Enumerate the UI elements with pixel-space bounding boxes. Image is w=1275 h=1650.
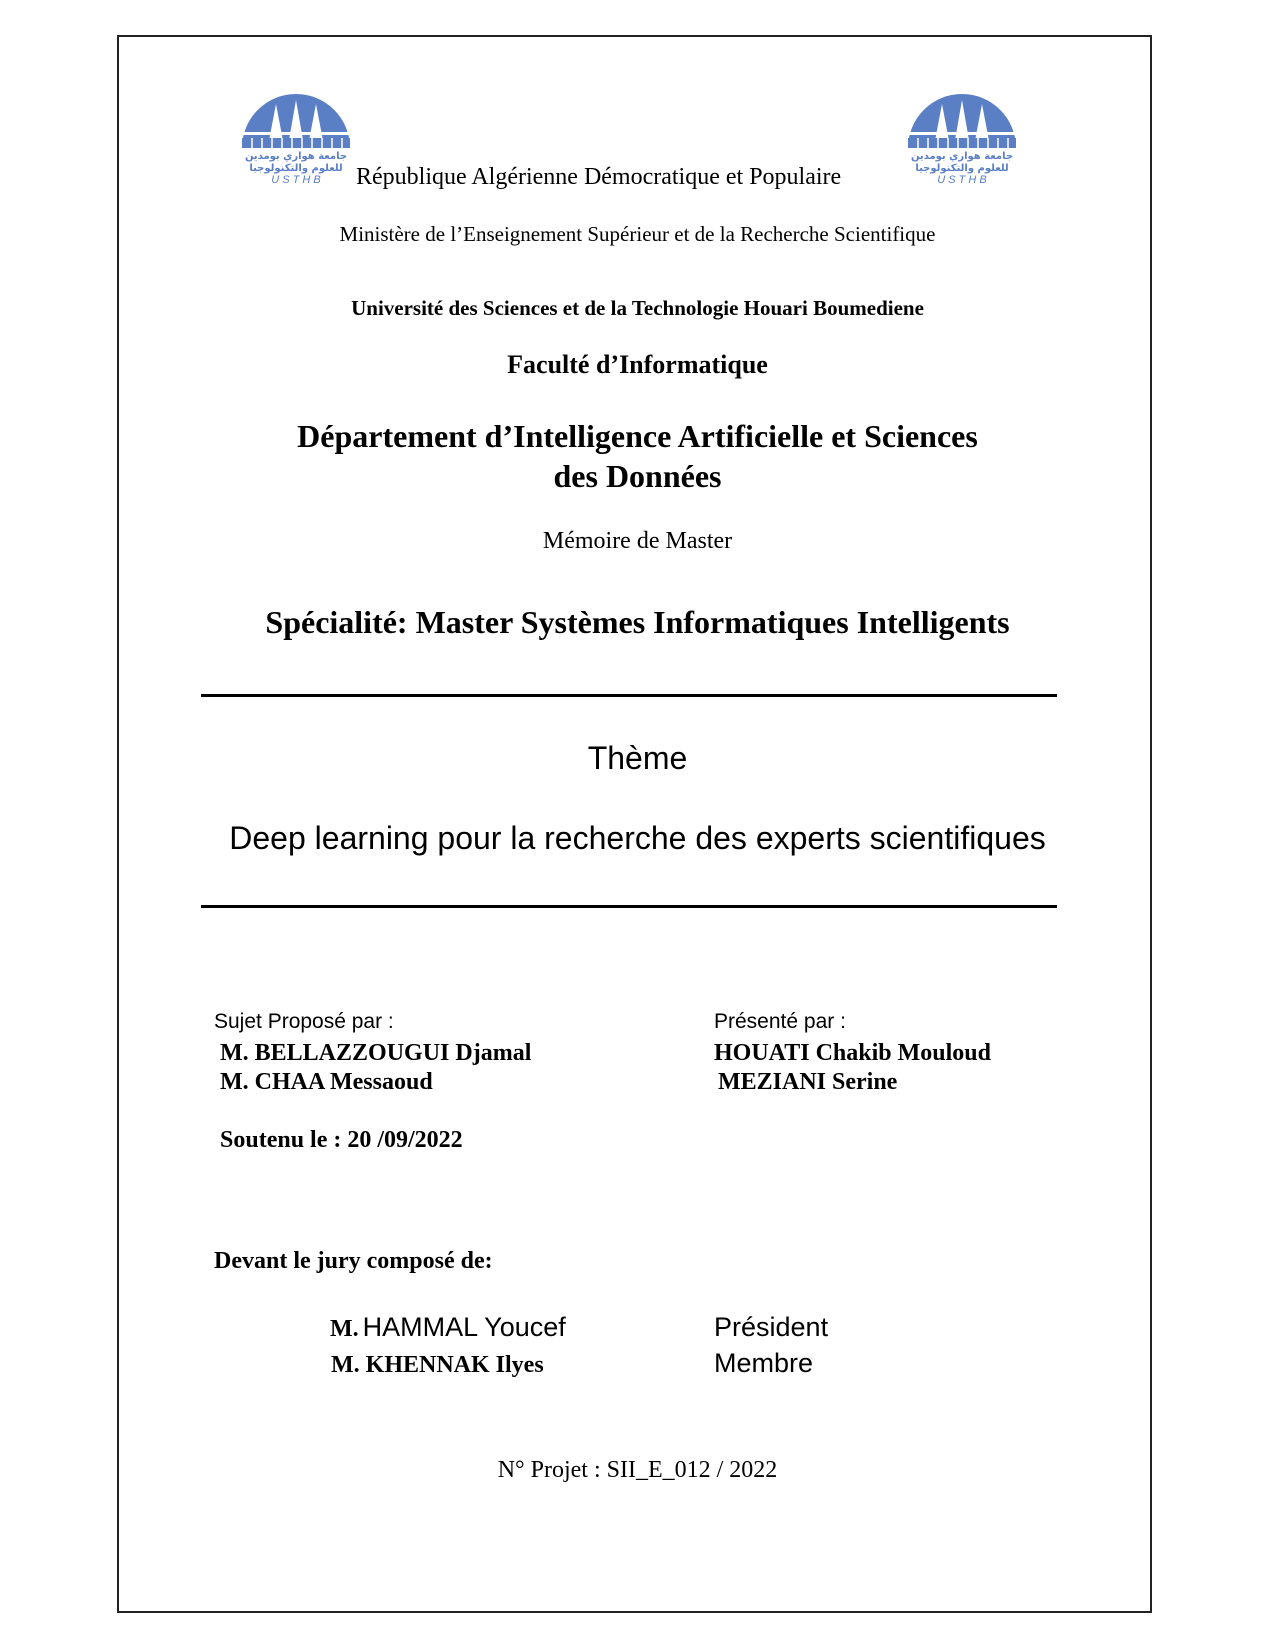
faculty-line: Faculté d’Informatique	[507, 350, 768, 379]
university-line: Université des Sciences et de la Technologie Houari Boumediene	[351, 296, 924, 320]
students-label: Présenté par :	[714, 1010, 846, 1033]
jury-member-role: Membre	[714, 1348, 814, 1378]
department-line-2: des Données	[553, 458, 722, 494]
ministry-line: Ministère de l’Enseignement Supérieur et de la Recherche Scientifique	[339, 222, 936, 246]
speciality-line: Spécialité: Master Systèmes Informatiques Intelligents	[265, 604, 1010, 640]
republic-line: République Algérienne Démocratique et Populaire	[356, 164, 842, 190]
usthb-logo-left	[238, 86, 354, 186]
logo-arabic-line1: جامعة هواري بومدين	[244, 151, 348, 162]
logo-arabic-line2: للعلوم والتكنولوجيا	[915, 163, 1009, 174]
jury-label: Devant le jury composé de:	[214, 1248, 493, 1274]
logo-acronym: U S T H B	[271, 174, 321, 186]
student-name: HOUATI Chakib Mouloud	[714, 1040, 991, 1066]
student-name: MEZIANI Serine	[718, 1069, 898, 1095]
divider-top	[201, 694, 1057, 697]
defense-date: Soutenu le : 20 /09/2022	[220, 1127, 463, 1153]
jury-member-role: Président	[714, 1312, 829, 1342]
theme-label: Thème	[587, 740, 688, 776]
project-number: N° Projet : SII_E_012 / 2022	[497, 1457, 778, 1483]
divider-bottom	[201, 905, 1057, 908]
supervisor-name: M. BELLAZZOUGUI Djamal	[220, 1040, 532, 1066]
jury-member	[330, 1312, 566, 1343]
usthb-logo-right	[904, 86, 1020, 186]
theme-title: Deep learning pour la recherche des experts scientifiques	[229, 820, 1046, 856]
logo-arabic-line1: جامعة هواري بومدين	[910, 151, 1014, 162]
supervisors-label: Sujet Proposé par :	[214, 1010, 394, 1033]
memoir-line: Mémoire de Master	[542, 528, 733, 554]
jury-member-name: HAMMAL Youcef	[362, 1312, 566, 1342]
supervisor-name: M. CHAA Messaoud	[220, 1069, 433, 1095]
jury-member-prefix: M.	[330, 1316, 359, 1342]
jury-member-name: M. KHENNAK Ilyes	[331, 1352, 544, 1378]
department-line-1: Département d’Intelligence Artificielle et Sciences	[297, 418, 978, 454]
logo-arabic-line2: للعلوم والتكنولوجيا	[249, 163, 343, 174]
logo-acronym: U S T H B	[937, 174, 987, 186]
